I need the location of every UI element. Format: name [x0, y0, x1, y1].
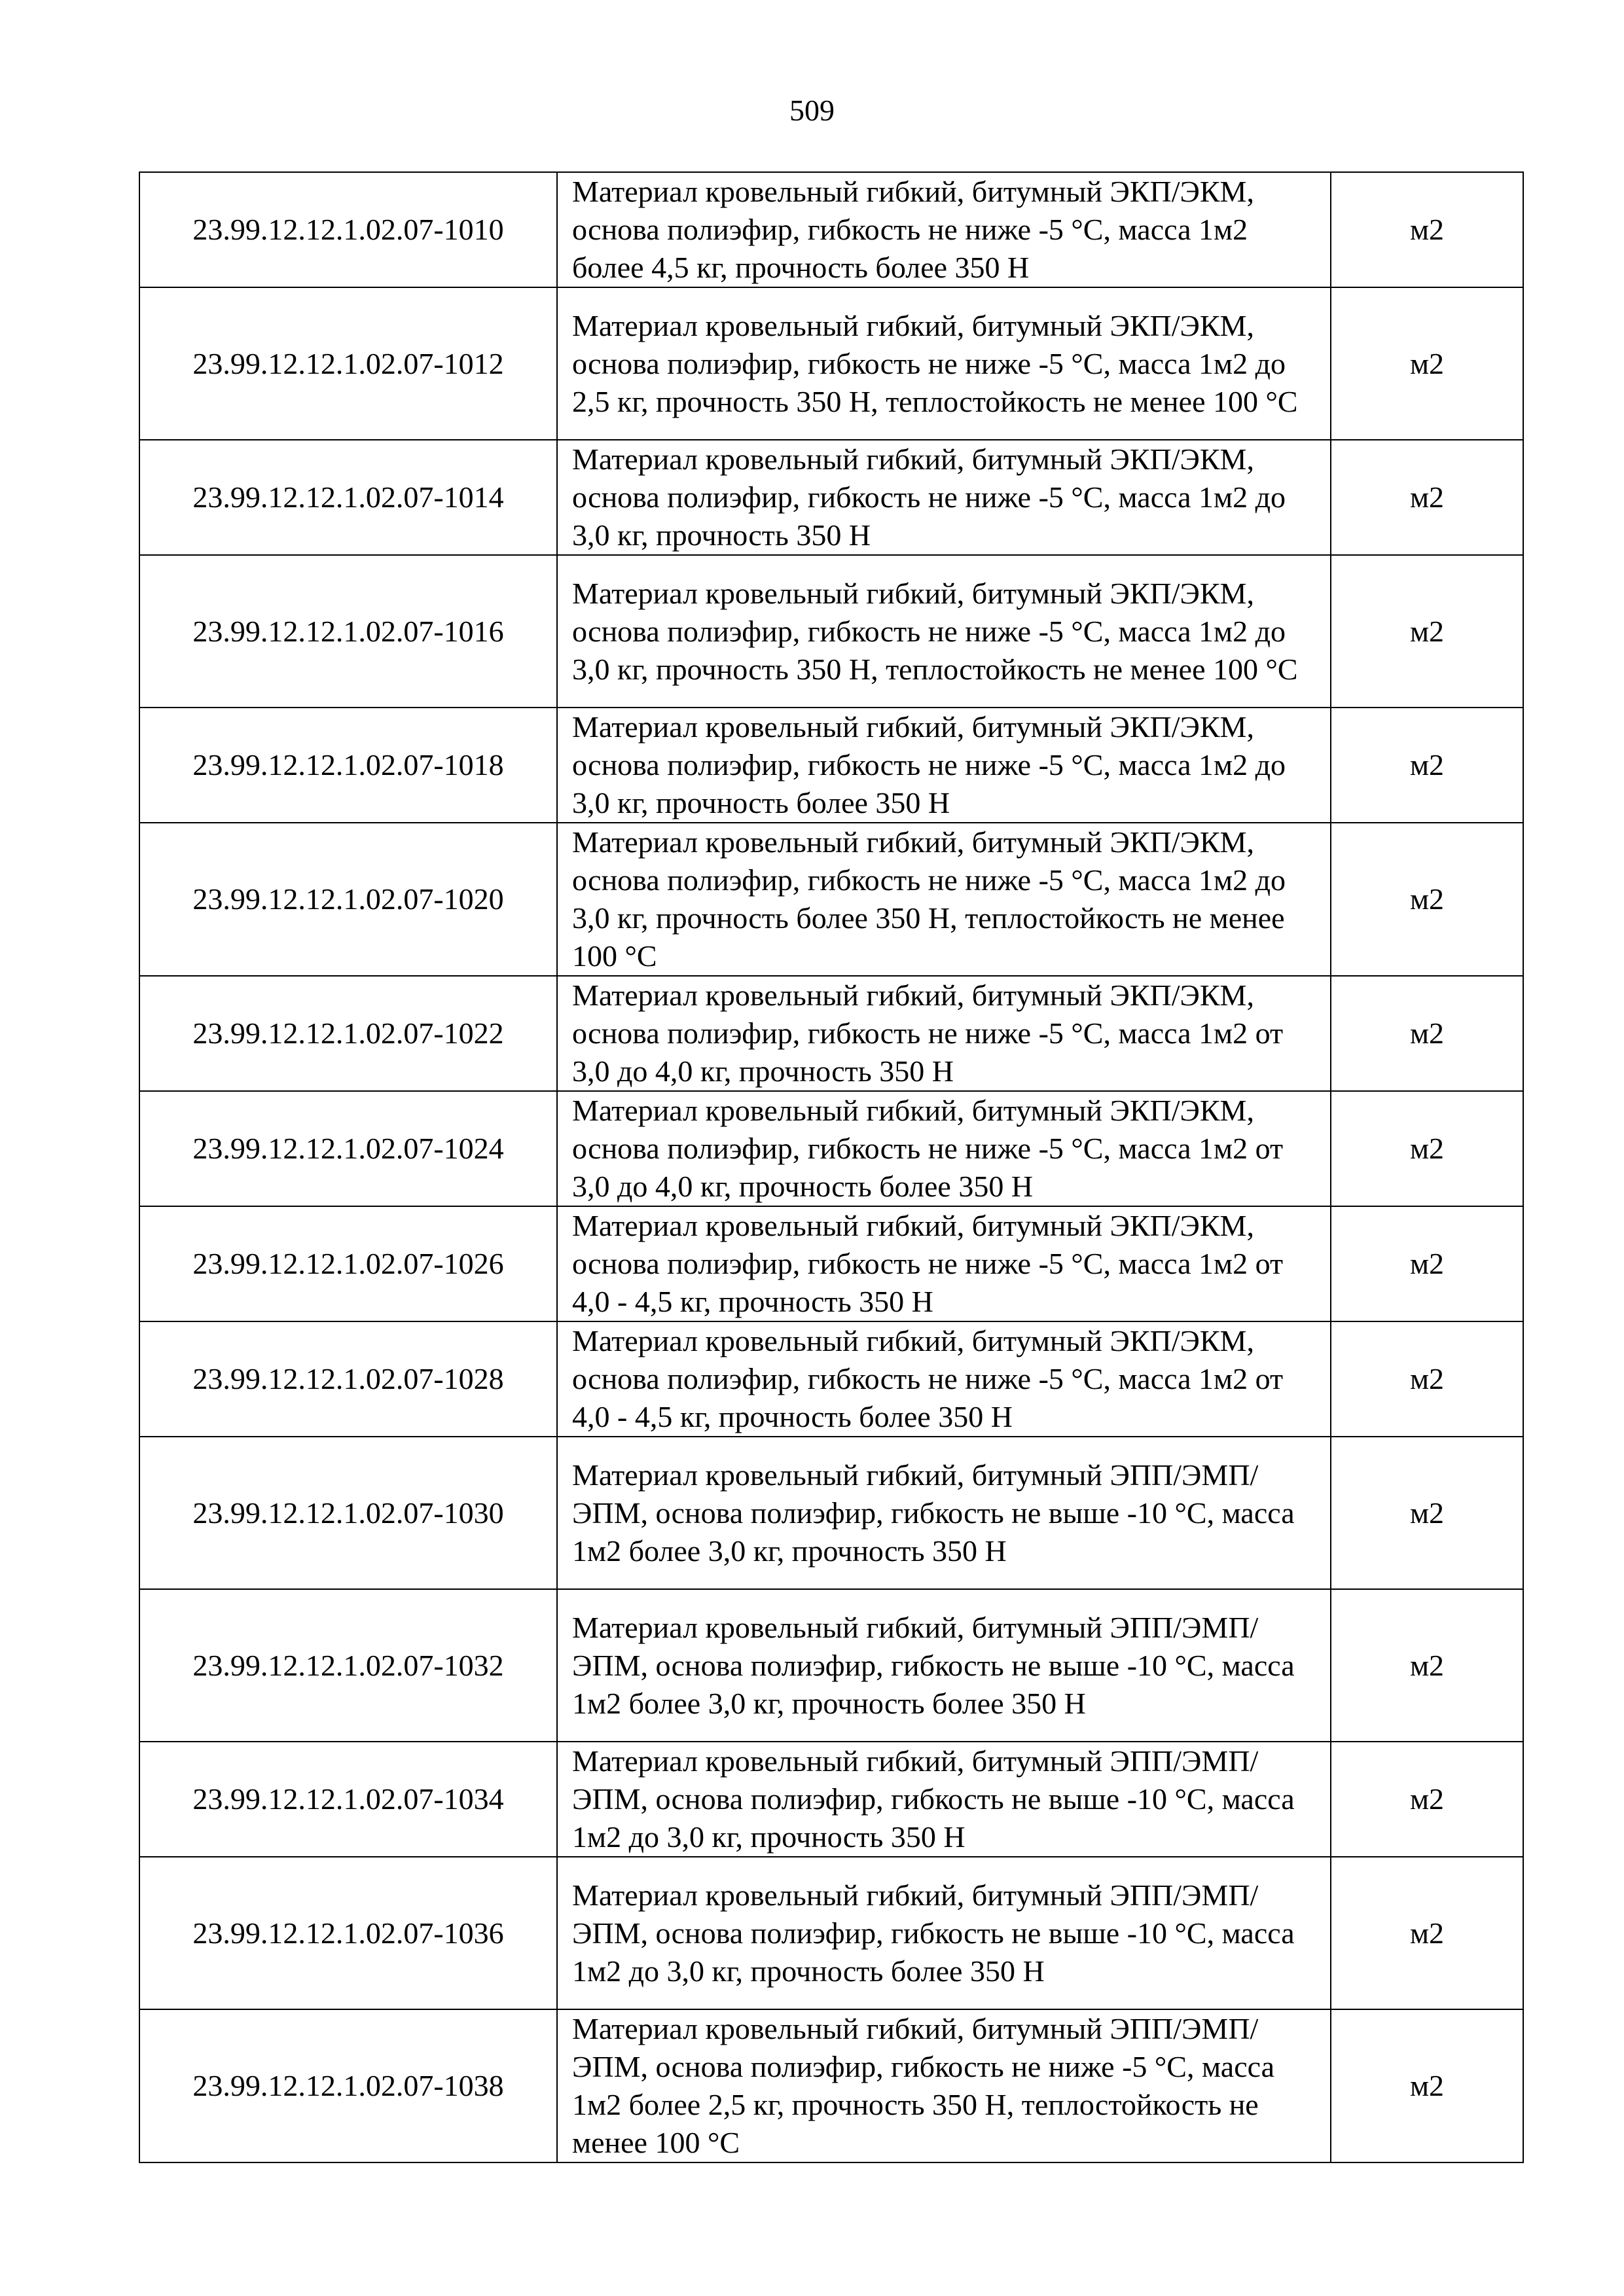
table-row [139, 1321, 1523, 1437]
unit-of-measure: м2 [1331, 823, 1523, 976]
unit-of-measure: м2 [1331, 1857, 1523, 2009]
resource-code: 23.99.12.12.1.02.07-1012 [139, 287, 557, 440]
resource-code: 23.99.12.12.1.02.07-1010 [139, 172, 557, 287]
resource-description: Материал кровельный гибкий, битумный ЭКП/ЭКМ, основа полиэфир, гибкость не ниже -5 °С, масса 1м2 до 3,0 кг, прочность 350 Н, теплостойкость не менее 100 °С [557, 555, 1331, 708]
unit-of-measure: м2 [1331, 1589, 1523, 1742]
unit-of-measure: м2 [1331, 1742, 1523, 1857]
table-row [139, 976, 1523, 1091]
table-row [139, 172, 1523, 287]
resource-code: 23.99.12.12.1.02.07-1038 [139, 2009, 557, 2162]
resource-code: 23.99.12.12.1.02.07-1036 [139, 1857, 557, 2009]
resource-description: Материал кровельный гибкий, битумный ЭПП/ЭМП/ЭПМ, основа полиэфир, гибкость не выше -10 °С, масса 1м2 до 3,0 кг, прочность более 350 Н [557, 1857, 1331, 2009]
resource-code: 23.99.12.12.1.02.07-1018 [139, 708, 557, 823]
table-row [139, 823, 1523, 976]
resource-code: 23.99.12.12.1.02.07-1016 [139, 555, 557, 708]
resource-code: 23.99.12.12.1.02.07-1020 [139, 823, 557, 976]
resource-description: Материал кровельный гибкий, битумный ЭПП/ЭМП/ЭПМ, основа полиэфир, гибкость не выше -10 °С, масса 1м2 до 3,0 кг, прочность 350 Н [557, 1742, 1331, 1857]
unit-of-measure: м2 [1331, 1437, 1523, 1589]
resource-code: 23.99.12.12.1.02.07-1032 [139, 1589, 557, 1742]
resource-description: Материал кровельный гибкий, битумный ЭКП/ЭКМ, основа полиэфир, гибкость не ниже -5 °С, масса 1м2 от 4,0 - 4,5 кг, прочность более 350 Н [557, 1321, 1331, 1437]
table-row [139, 287, 1523, 440]
unit-of-measure: м2 [1331, 172, 1523, 287]
resource-code: 23.99.12.12.1.02.07-1030 [139, 1437, 557, 1589]
resource-code: 23.99.12.12.1.02.07-1022 [139, 976, 557, 1091]
resource-description: Материал кровельный гибкий, битумный ЭКП/ЭКМ, основа полиэфир, гибкость не ниже -5 °С, масса 1м2 до 3,0 кг, прочность более 350 Н [557, 708, 1331, 823]
resource-description: Материал кровельный гибкий, битумный ЭКП/ЭКМ, основа полиэфир, гибкость не ниже -5 °С, масса 1м2 от 3,0 до 4,0 кг, прочность 350 Н [557, 976, 1331, 1091]
materials-table [139, 171, 1524, 2163]
resource-description: Материал кровельный гибкий, битумный ЭКП/ЭКМ, основа полиэфир, гибкость не ниже -5 °С, масса 1м2 от 3,0 до 4,0 кг, прочность более 350 Н [557, 1091, 1331, 1206]
resource-description: Материал кровельный гибкий, битумный ЭКП/ЭКМ, основа полиэфир, гибкость не ниже -5 °С, масса 1м2 более 4,5 кг, прочность более 350 Н [557, 172, 1331, 287]
resource-code: 23.99.12.12.1.02.07-1028 [139, 1321, 557, 1437]
table-row [139, 1589, 1523, 1742]
unit-of-measure: м2 [1331, 1206, 1523, 1321]
resource-description: Материал кровельный гибкий, битумный ЭПП/ЭМП/ЭПМ, основа полиэфир, гибкость не выше -10 °С, масса 1м2 более 3,0 кг, прочность более 350 Н [557, 1589, 1331, 1742]
resource-code: 23.99.12.12.1.02.07-1024 [139, 1091, 557, 1206]
resource-code: 23.99.12.12.1.02.07-1034 [139, 1742, 557, 1857]
resource-code: 23.99.12.12.1.02.07-1014 [139, 440, 557, 555]
unit-of-measure: м2 [1331, 976, 1523, 1091]
table-row [139, 1206, 1523, 1321]
table-row [139, 1742, 1523, 1857]
page-number: 509 [789, 94, 835, 127]
table-row [139, 440, 1523, 555]
resource-code: 23.99.12.12.1.02.07-1026 [139, 1206, 557, 1321]
resource-description: Материал кровельный гибкий, битумный ЭКП/ЭКМ, основа полиэфир, гибкость не ниже -5 °С, масса 1м2 от 4,0 - 4,5 кг, прочность 350 Н [557, 1206, 1331, 1321]
resource-description: Материал кровельный гибкий, битумный ЭКП/ЭКМ, основа полиэфир, гибкость не ниже -5 °С, масса 1м2 до 2,5 кг, прочность 350 Н, теплостойкость не менее 100 °С [557, 287, 1331, 440]
table-row [139, 1437, 1523, 1589]
resource-description: Материал кровельный гибкий, битумный ЭПП/ЭМП/ЭПМ, основа полиэфир, гибкость не выше -10 °С, масса 1м2 более 3,0 кг, прочность 350 Н [557, 1437, 1331, 1589]
table-row [139, 1857, 1523, 2009]
unit-of-measure: м2 [1331, 440, 1523, 555]
resource-description: Материал кровельный гибкий, битумный ЭКП/ЭКМ, основа полиэфир, гибкость не ниже -5 °С, масса 1м2 до 3,0 кг, прочность 350 Н [557, 440, 1331, 555]
unit-of-measure: м2 [1331, 1321, 1523, 1437]
table-row [139, 708, 1523, 823]
unit-of-measure: м2 [1331, 287, 1523, 440]
unit-of-measure: м2 [1331, 1091, 1523, 1206]
unit-of-measure: м2 [1331, 555, 1523, 708]
unit-of-measure: м2 [1331, 2009, 1523, 2162]
table-row [139, 1091, 1523, 1206]
resource-description: Материал кровельный гибкий, битумный ЭПП/ЭМП/ЭПМ, основа полиэфир, гибкость не ниже -5 °С, масса 1м2 более 2,5 кг, прочность 350 Н, теплостойкость не менее 100 °С [557, 2009, 1331, 2162]
resource-description: Материал кровельный гибкий, битумный ЭКП/ЭКМ, основа полиэфир, гибкость не ниже -5 °С, масса 1м2 до 3,0 кг, прочность более 350 Н, теплостойкость не менее 100 °С [557, 823, 1331, 976]
table-row [139, 2009, 1523, 2162]
unit-of-measure: м2 [1331, 708, 1523, 823]
table-row [139, 555, 1523, 708]
